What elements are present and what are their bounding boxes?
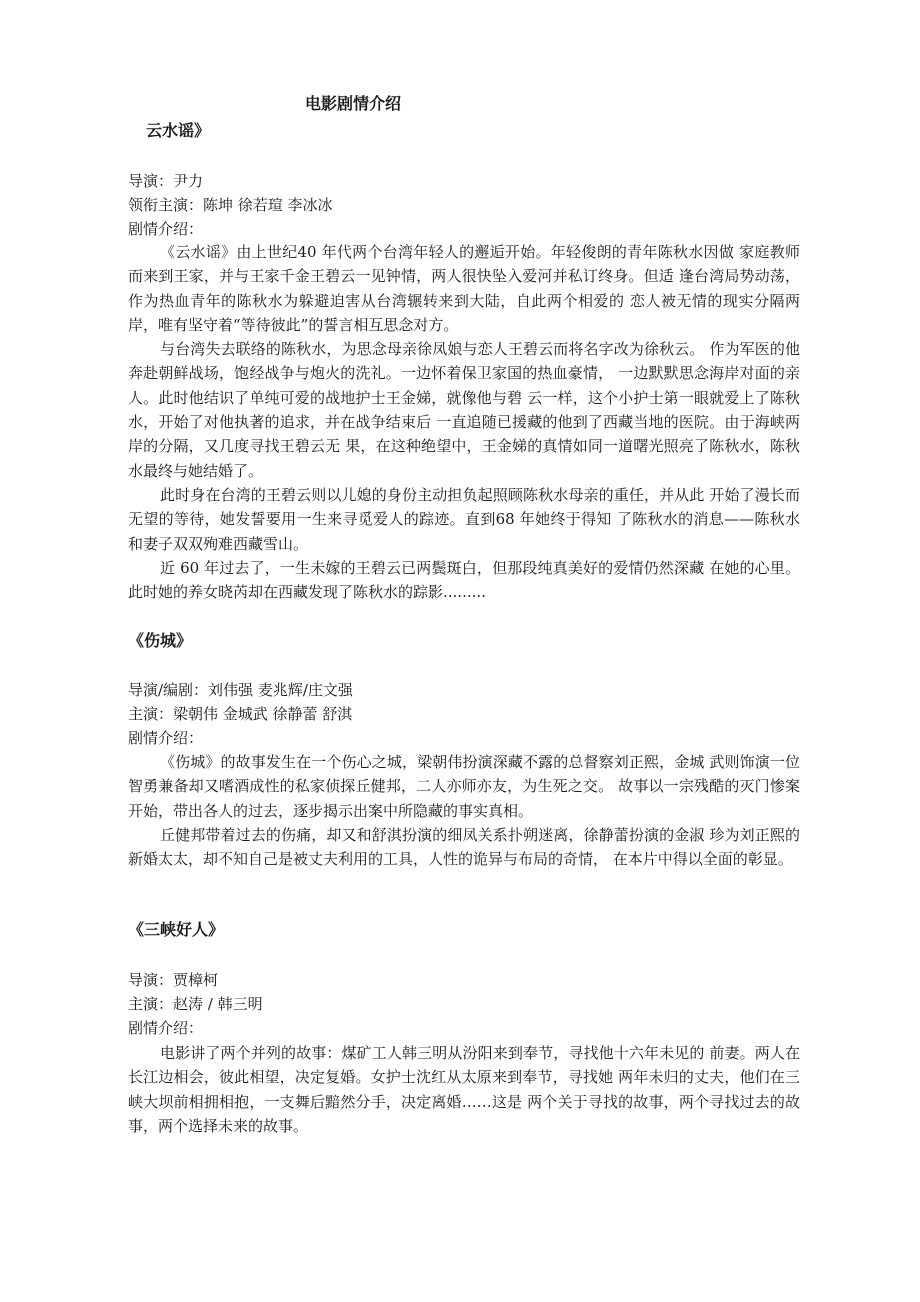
- cast-line: 领衔主演：陈坤 徐若瑄 李冰冰: [128, 196, 333, 214]
- plot-paragraph: 电影讲了两个并列的故事：煤矿工人韩三明从汾阳来到奉节，寻找他十六年未见的 前妻。两人在长江边相会，彼此相望，决定复婚。女护士沈红从太原来到奉节，寻找她 两年未归的丈夫，他们在三峡大坝前相拥相抱，一支舞后黯然分手，决定离婚……这是 两个关于寻找的故事，两个寻找过去的故事，两个选择未来的故事。: [128, 1044, 800, 1135]
- plot-paragraph: 此时身在台湾的王碧云则以儿媳的身份主动担负起照顾陈秋水母亲的重任，并从此 开始了漫长而无望的等待，她发誓要用一生来寻觅爱人的踪迹。直到68 年她终于得知 了陈秋水的消息——陈秋水和妻子双双殉难西藏雪山。: [128, 485, 800, 553]
- plot-text: [128, 1041, 800, 1138]
- plot-label: 剧情介绍：: [128, 1019, 204, 1037]
- director-line: 导演：尹力: [128, 172, 204, 190]
- movie-title: 《伤城》: [128, 631, 193, 650]
- plot-text: [128, 750, 800, 871]
- plot-paragraph: 丘健邦带着过去的伤痛，却又和舒淇扮演的细凤关系扑朔迷离，徐静蕾扮演的金淑 珍为刘正熙的新婚太太，却不知自己是被丈夫利用的工具，人性的诡异与布局的奇情， 在本片中得以全面的彰显。: [128, 825, 800, 869]
- plot-label: 剧情介绍：: [128, 729, 204, 747]
- cast-line: 主演：赵涛 / 韩三明: [128, 995, 263, 1013]
- cast-line: 主演：梁朝伟 金城武 徐静蕾 舒淇: [128, 705, 353, 723]
- plot-paragraph: 与台湾失去联络的陈秋水，为思念母亲徐凤娘与恋人王碧云而将名字改为徐秋云。 作为军医的他奔赴朝鲜战场，饱经战争与炮火的洗礼。一边怀着保卫家国的热血豪情， 一边默默思念海岸对面的亲人。此时他结识了单纯可爱的战地护士王金娣，就像他与碧 云一样，这个小护士第一眼就爱上了陈秋水，开始了对他执著的追求，并在战争结束后 一直追随已援藏的他到了西藏当地的医院。由于海峡两岸的分隔，又几度寻找王碧云无 果，在这种绝望中，王金娣的真情如同一道曙光照亮了陈秋水，陈秋水最终与她结婚了。: [128, 340, 800, 480]
- movie-title: 云水谣》: [146, 121, 211, 140]
- movie-title: 《三峡好人》: [128, 920, 225, 939]
- plot-paragraph: 近 60 年过去了，一生未嫁的王碧云已两鬓斑白，但那段纯真美好的爱情仍然深藏 在她的心里。此时她的养女晓芮却在西藏发现了陈秋水的踪影.........: [128, 558, 800, 602]
- plot-paragraph: 《云水谣》由上世纪40 年代两个台湾年轻人的邂逅开始。年轻俊朗的青年陈秋水因做 家庭教师而来到王家，并与王家千金王碧云一见钟情，两人很快坠入爱河并私订终身。但适 逢台湾局势动荡，作为热血青年的陈秋水为躲避迫害从台湾辗转来到大陆，自此两个相爱的 恋人被无情的现实分隔两岸，唯有坚守着“等待彼此”的誓言相互思念对方。: [128, 243, 800, 334]
- plot-text: [128, 240, 800, 604]
- plot-paragraph: 《伤城》的故事发生在一个伤心之城，梁朝伟扮演深藏不露的总督察刘正熙，金城 武则饰演一位智勇兼备却又嗜酒成性的私家侦探丘健邦，二人亦师亦友，为生死之交。 故事以一宗残酷的灭门惨案开始，带出各人的过去，逐步揭示出案中所隐藏的事实真相。: [128, 753, 800, 820]
- plot-label: 剧情介绍：: [128, 220, 204, 238]
- director-line: 导演/编剧：刘伟强 麦兆辉/庄文强: [128, 681, 353, 699]
- director-line: 导演：贾樟柯: [128, 971, 219, 989]
- document-title: 电影剧情介绍: [305, 94, 402, 113]
